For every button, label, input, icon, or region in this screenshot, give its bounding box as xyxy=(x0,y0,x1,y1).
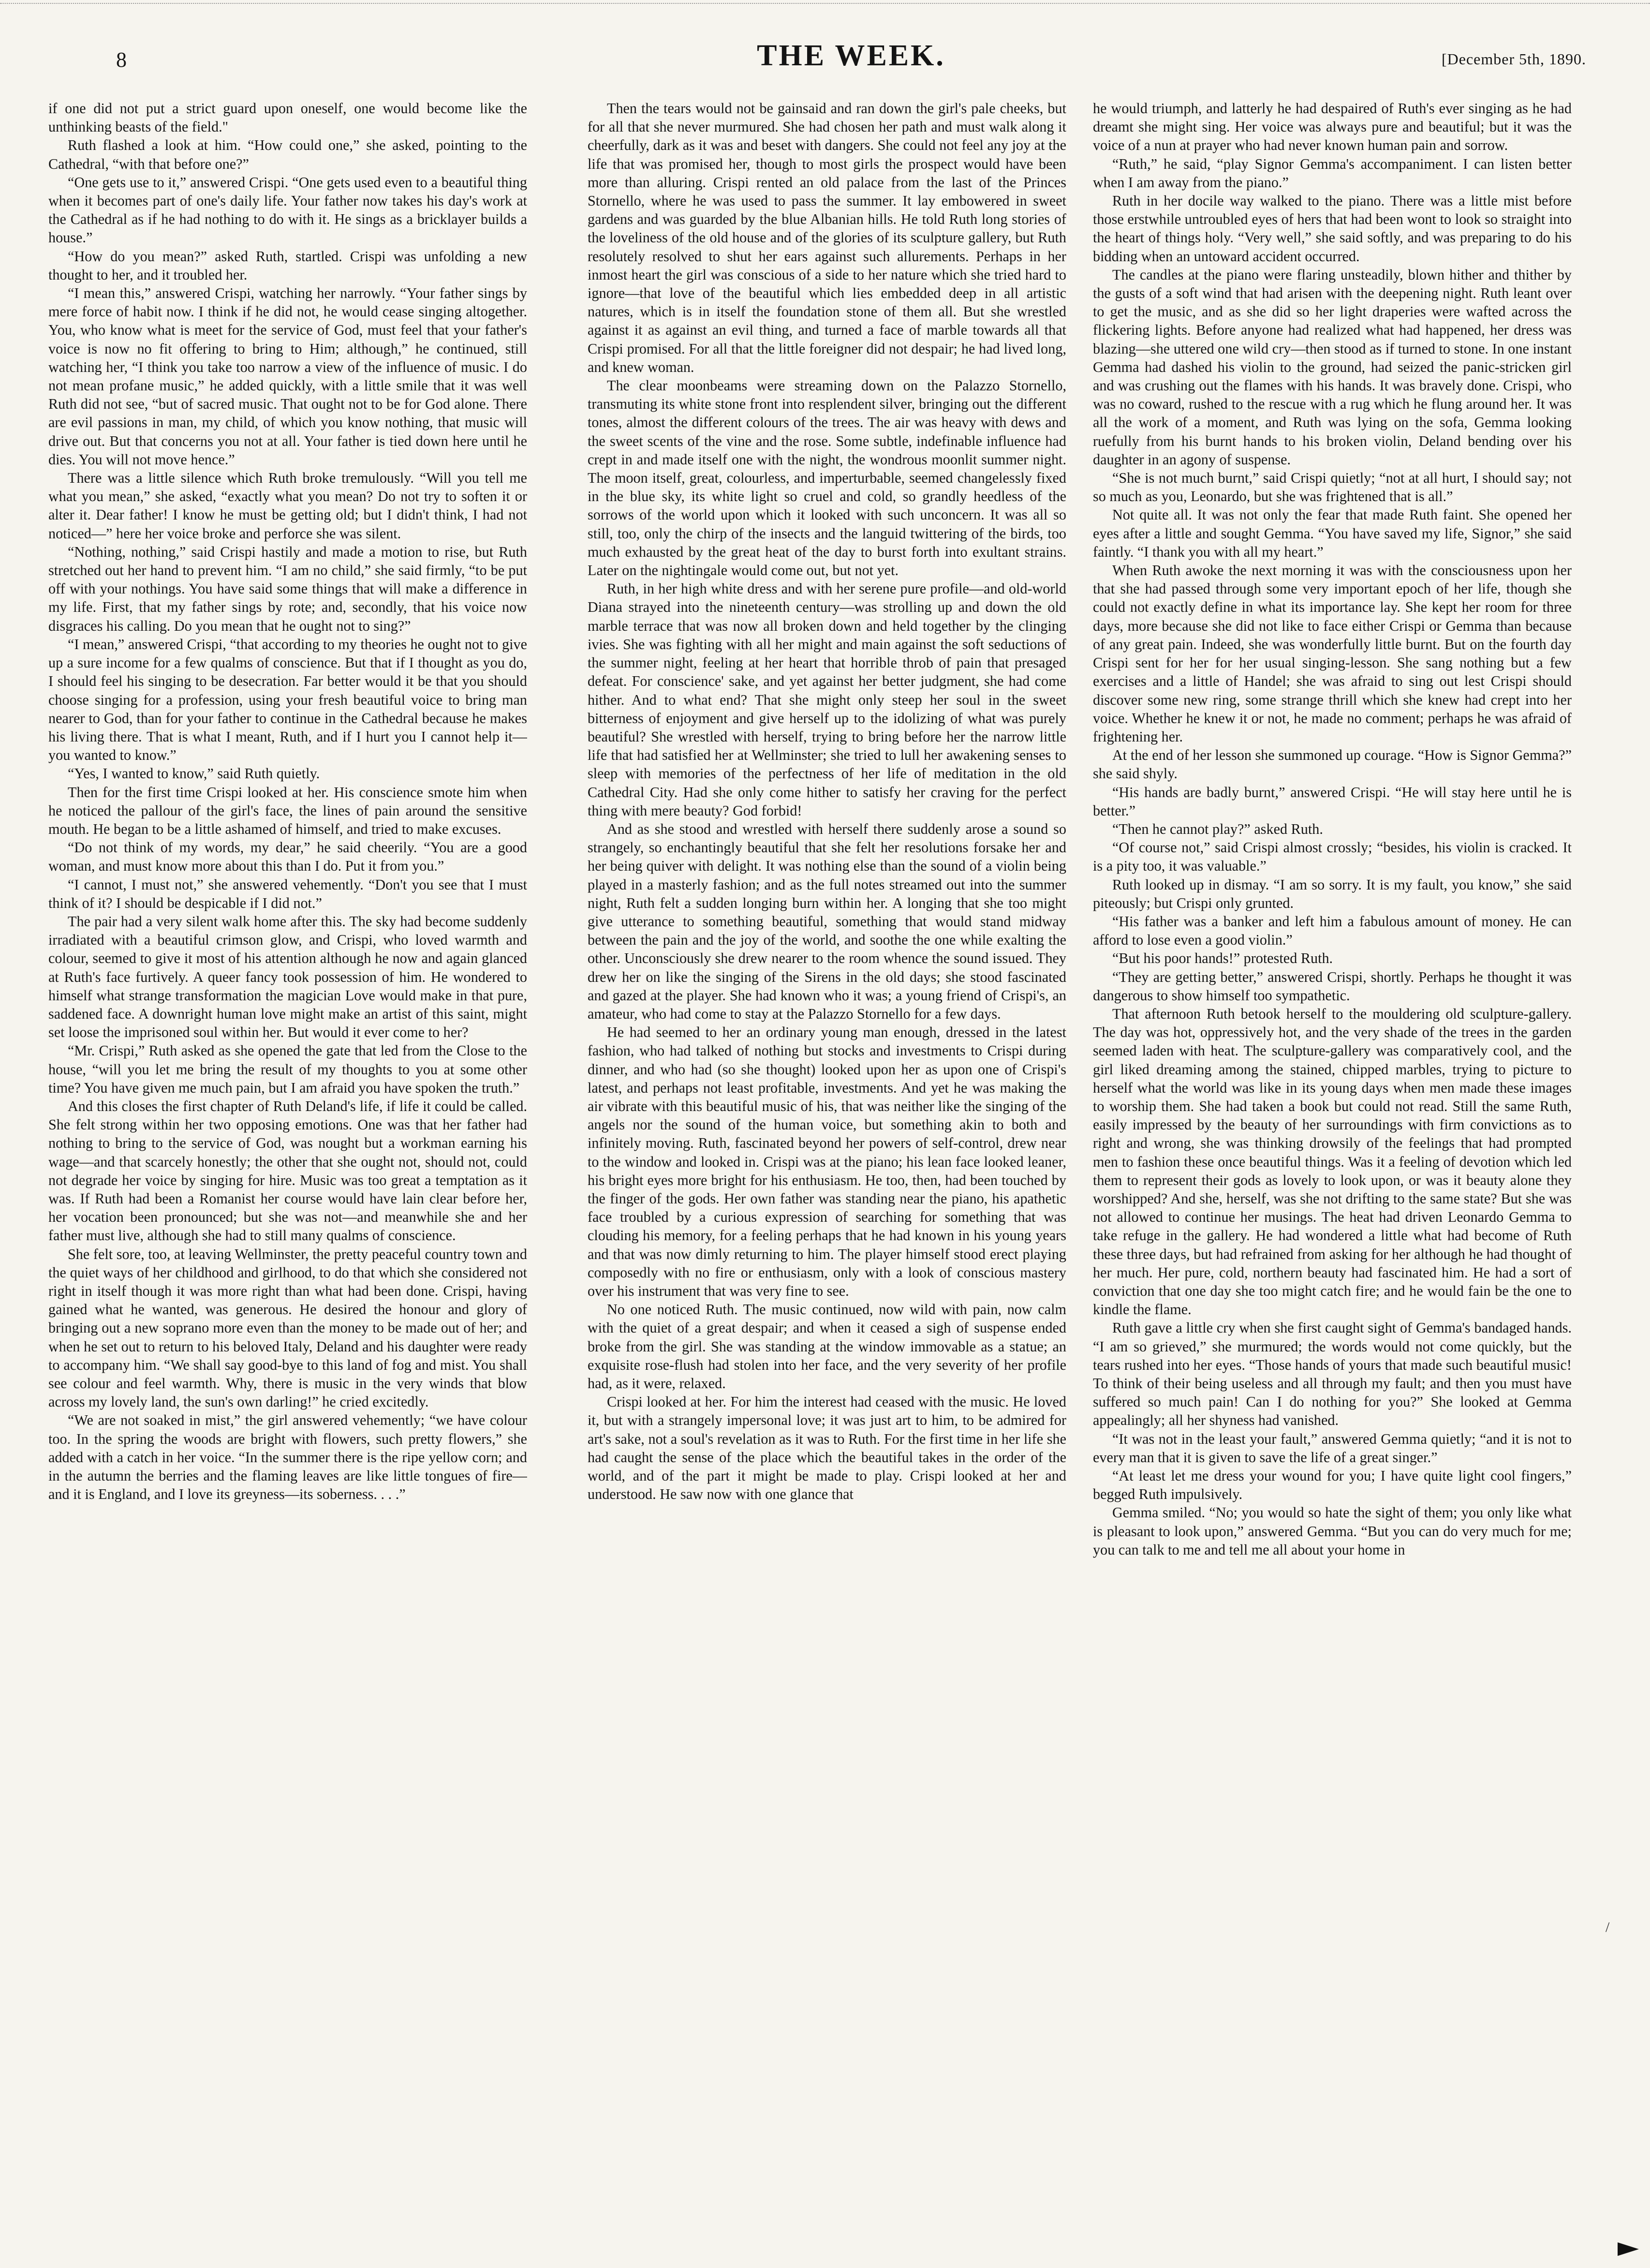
page-header xyxy=(116,29,1586,82)
margin-pencil-mark: / xyxy=(1606,1919,1610,1935)
paragraph: Not quite all. It was not only the fear that made Ruth faint. She opened her eyes after a little and sought Gemma. “You have saved my life, Signor,” she said faintly. “I thank you with all my heart.” xyxy=(1093,506,1572,560)
paragraph: That afternoon Ruth betook herself to the mouldering old sculpture-gallery. The day was hot, oppressively hot, and the very shade of the trees in the garden seemed laden with heat. The sculpture-gallery was comparatively cool, and the girl liked dreaming among the stained, chipped marbles, trying to picture to herself what the world was like in its young days when men made these images to worship them. She had taken a book but could not read. Still the same Ruth, easily impressed by the beauty of her surroundings with firm convictions as to right and wrong, she was thinking drowsily of the feelings that had prompted men to fashion these once beautiful things. Was it a feeling of devotion which led them to represent their gods as lovely to look upon, or was it beauty alone they worshipped? And she, herself, was she not drifting to the same state? But she was not allowed to continue her musings. The heat had driven Leonardo Gemma to take refuge in the gallery. He had wondered a little what had become of Ruth these three days, but had refrained from asking for her although he had thought of her much. Her pure, cold, northern beauty had fascinated him. He had a sort of conviction that one day she too might catch fire; and he would fain be the one to kindle the flame. xyxy=(1093,1005,1572,1318)
top-dotted-rule xyxy=(0,3,1650,4)
paragraph: Ruth looked up in dismay. “I am so sorry. It is my fault, you know,” she said piteously; but Crispi only grunted. xyxy=(1093,876,1572,911)
paragraph: “Then he cannot play?” asked Ruth. xyxy=(1112,820,1323,837)
paragraph: When Ruth awoke the next morning it was with the consciousness upon her that she had passed through some very important epoch of her life, though she could not exactly define in what its importance lay. She kept her room for three days, more because she did not like to face either Crispi or Gemma than because of any great pain. Indeed, she was wonderfully little burnt. But on the fourth day Crispi sent for her for her usual singing-lesson. She sang nothing but a few exercises and a little of Handel; she was afraid to sing out lest Crispi should discover some new ring, some strange thrill which she knew had crept into her voice. Whether he knew it or not, he made no comment; perhaps he was afraid of frightening her. xyxy=(1093,562,1572,745)
paragraph: No one noticed Ruth. The music continued, now wild with pain, now calm with the quiet of a great despair; and when it ceased a sigh of suspense ended broke from the girl. She was standing at the window immovable as a statue; an exquisite rose-flush had stolen into her face, and the very severity of her profile had, as it were, relaxed. xyxy=(588,1301,1066,1392)
paragraph: “I cannot, I must not,” she answered vehemently. “Don't you see that I must think of it? I should be despicable if I did not.” xyxy=(48,876,527,911)
masthead-title: THE WEEK. xyxy=(757,39,945,72)
paragraph: “Do not think of my words, my dear,” he said cheerily. “You are a good woman, and must know more about this than I do. Put it from you.” xyxy=(48,839,527,875)
paragraph: “Of course not,” said Crispi almost crossly; “besides, his violin is cracked. It is a pity too, it was valuable.” xyxy=(1093,839,1572,875)
paragraph: Then for the first time Crispi looked at her. His conscience smote him when he noticed the pallour of the girl's face, the lines of pain around the sensitive mouth. He began to be a little ashamed of himself, and tried to make excuses. xyxy=(48,784,527,837)
paragraph: Then the tears would not be gainsaid and ran down the girl's pale cheeks, but for all that she never murmured. She had chosen her path and must walk along it cheerfully, dark as it was and beset with dangers. She could not feel any joy at the life that was promised her, though to most girls the prospect would have been more than alluring. Crispi rented an old palace from the last of the Princes Stornello, where he was used to pass the summer. It lay embowered in sweet gardens and was guarded by the blue Albanian hills. He told Ruth long stories of the loveliness of the old house and of the glories of its sculpture gallery, but Ruth resolutely resolved to shut her ears against such allurements. Perhaps in her inmost heart the girl was conscious of a side to her nature which she tried hard to ignore—that love of the beautiful which lies embedded deep in all artistic natures, which is in itself the foundation stone of them all. But she wrestled against it as against an evil thing, and turned a face of marble towards all that Crispi promised. For all that the little foreigner did not despair; he had lived long, and knew woman. xyxy=(588,100,1066,375)
paragraph: “One gets use to it,” answered Crispi. “One gets used even to a beautiful thing when it becomes part of one's daily life. Your father now takes his day's work at the Cathedral as if he had nothing to do with it. He sings as a bricklayer builds a house.” xyxy=(48,174,527,246)
paragraph: “How do you mean?” asked Ruth, startled. Crispi was unfolding a new thought to her, and it troubled her. xyxy=(48,248,527,283)
paragraph: “I mean this,” answered Crispi, watching her narrowly. “Your father sings by mere force of habit now. I think if he did not, he would cease singing altogether. You, who know what is meet for the service of God, must feel that your father's voice is now no fit offering to bring to Him; although,” he continued, still watching her, “I think you take too narrow a view of the influence of music. I do not mean profane music,” he added quickly, with a little smile that it was well Ruth did not see, “but of sacred music. That ought not to be for God alone. There are evil passions in man, my child, of which you know nothing, that music will drive out. But that concerns you not at all. Your father is tied down here until he dies. You will not move hence.” xyxy=(48,285,527,468)
paragraph: “His father was a banker and left him a fabulous amount of money. He can afford to lose even a good violin.” xyxy=(1093,913,1572,949)
paragraph: The clear moonbeams were streaming down on the Palazzo Stornello, transmuting its white stone front into resplendent silver, bringing out the different tones, almost the different colours of the trees. The air was heavy with dews and the sweet scents of the vine and the rose. Some subtle, indefinable influence had crept in and made itself one with the night, the wondrous moonlit summer night. The moon itself, great, colourless, and imperturbable, seemed changelessly fixed in the blue sky, its white light so cruel and cold, so grandly heedless of the sorrows of the world upon which it looked with such unconcern. It was all so still, too, only the chirp of the insects and the languid twittering of the birds, too much exhausted by the great heat of the day to burst forth into exultant strains. Later on the nightingale would come out, but not yet. xyxy=(588,377,1066,579)
paragraph: She felt sore, too, at leaving Wellminster, the pretty peaceful country town and the quiet ways of her childhood and girlhood, to do that which she considered not right in itself though it was more right than what had been done. Crispi, having gained what he wanted, was generous. He desired the honour and glory of bringing out a new soprano more even than the money to be made out of her; and when he set out to return to his beloved Italy, Deland and his daughter were ready to accompany him. “We shall say good-bye to this land of fog and mist. You shall see colour and feel warmth. Why, there is music in the very winds that blow across my lovely land, the sun's own darling!” he cried excitedly. xyxy=(48,1245,527,1410)
issue-date: [December 5th, 1890. xyxy=(1441,50,1586,68)
paragraph: “Nothing, nothing,” said Crispi hastily and made a motion to rise, but Ruth stretched out her hand to prevent him. “I am no child,” she said firmly, “to be put off with your nothings. You have said some things that will make a difference in my life. First, that my father sings by rote; and, secondly, that his voice now disgraces his calling. Do you mean that he ought not to sing?” xyxy=(48,543,527,634)
paragraph: There was a little silence which Ruth broke tremulously. “Will you tell me what you mean,” she asked, “exactly what you mean? Do not try to soften it or alter it. Dear father! I know he must be getting old; but I didn't think, I had not noticed—” here her voice broke and perforce she was silent. xyxy=(48,470,527,542)
paragraph: “At least let me dress your wound for you; I have quite light cool fingers,” begged Ruth impulsively. xyxy=(1093,1468,1572,1503)
page-turn-arrow-icon xyxy=(1618,2242,1639,2256)
paragraph: Ruth in her docile way walked to the piano. There was a little mist before those erstwhile untroubled eyes of hers that had been wont to look so straight into the heart of things holy. “Very well,” she said softly, and was preparing to do his bidding when an untoward accident occurred. xyxy=(1093,193,1572,265)
paragraph: “Yes, I wanted to know,” said Ruth quietly. xyxy=(68,765,320,782)
paragraph: “They are getting better,” answered Crispi, shortly. Perhaps he thought it was dangerous to show himself too sympathetic. xyxy=(1093,968,1572,1004)
paragraph: “Mr. Crispi,” Ruth asked as she opened the gate that led from the Close to the house, “will you let me bring the result of my thoughts to you at some other time? You have given me much pain, but I am afraid you have spoken the truth.” xyxy=(48,1042,527,1096)
paragraph: “Ruth,” he said, “play Signor Gemma's accompaniment. I can listen better when I am away from the piano.” xyxy=(1093,155,1572,191)
paragraph: if one did not put a strict guard upon oneself, one would become like the unthinking beasts of the field." xyxy=(48,100,527,135)
paragraph: Ruth, in her high white dress and with her serene pure profile—and old-world Diana strayed into the nineteenth century—was strolling up and down the old marble terrace that was now all broken down and held together by the clinging ivies. She was fighting with all her might and main against the soft seductions of the summer night, feeling at her heart that horrible throb of pain that presaged defeat. For conscience' sake, and yet against her better judgment, she had come hither. And to what end? That she might only steep her soul in the sweet bitterness of enjoyment and give herself up to the idolizing of what was purely beautiful? She wrestled with herself, trying to bring before her the narrow little life that had satisfied her at Wellminster; she tried to lull her awakening senses to sleep with memories of the perfectness of her life of meditation in the old Cathedral City. Had she only come hither to satisfy her craving for the perfect thing with mere beauty? God forbid! xyxy=(588,580,1066,819)
paragraph: “She is not much burnt,” said Crispi quietly; “not at all hurt, I should say; not so much as you, Leonardo, but she was frightened that is all.” xyxy=(1093,470,1572,505)
paragraph: Gemma smiled. “No; you would so hate the sight of them; you only like what is pleasant to look upon,” answered Gemma. “But you can do very much for me; you can talk to me and tell me all about your home in xyxy=(1093,1504,1572,1558)
article-column-2 xyxy=(588,99,1066,2252)
paragraph: And as she stood and wrestled with herself there suddenly arose a sound so strangely, so enchantingly beautiful that she felt her resolutions forsake her and her being quiver with delight. It was nothing else than the sound of a violin being played in a masterly fashion; and as the full notes streamed out into the summer night, Ruth felt a sudden longing burn within her. A longing that she too might give utterance to something beautiful, something that would stand midway between the pain and the joy of the world, and soothe the one while exalting the other. Unconsciously she drew nearer to the room whence the sound issued. They drew her on like the singing of the Sirens in the old days; she stood fascinated and gazed at the player. She had known who it was; a young friend of Crispi's, an amateur, who had come to stay at the Palazzo Stornello for a few days. xyxy=(588,820,1066,1022)
paragraph: “I mean,” answered Crispi, “that according to my theories he ought not to give up a sure income for a few qualms of conscience. But that if I thought as you do, I should feel his singing to be desecration. Far better would it be that you should choose singing for a profession, using your fresh beautiful voice to bring man nearer to God, than for your father to continue in the Cathedral because he makes his living there. That is what I meant, Ruth, and if I hurt you I cannot help it—you wanted to know.” xyxy=(48,636,527,764)
paragraph: He had seemed to her an ordinary young man enough, dressed in the latest fashion, who had talked of nothing but stocks and investments to Crispi during dinner, and who had (so she thought) looked upon her as upon one of Crispi's latest, and perhaps not least profitable, investments. And yet he was making the air vibrate with this beautiful music of his, that was neither like the singing of the angels nor the sound of the human voice, but something akin to both and infinitely moving. Ruth, fascinated beyond her powers of self-control, drew near to the window and looked in. Crispi was at the piano; his lean face looked leaner, his bright eyes more bright for his enthusiasm. He too, then, had been touched by the finger of the gods. Her own father was standing near the piano, his apathetic face troubled by a curious expression of searching for something that was clouding his memory, for a feeling perhaps that he had known in his young years and that was now dimly returning to him. The player himself stood erect playing composedly with no fire or enthusiasm, only with a look of conscious mastery over his instrument that was very fine to see. xyxy=(588,1024,1066,1299)
article-column-3 xyxy=(1093,99,1572,2252)
paragraph: And this closes the first chapter of Ruth Deland's life, if life it could be called. She felt strong within her two opposing emotions. One was that her father had nothing to bring to the service of God, was nought but a workman earning his wage—and that scarcely honestly; the other that she ought not, should not, could not degrade her voice by singing for hire. Music was too great a temptation as it was. If Ruth had been a Romanist her course would have lain clear before her, her vocation been pronounced; but she was not—and meanwhile she and her father must live, although she had to still many qualms of conscience. xyxy=(48,1097,527,1244)
paragraph: “His hands are badly burnt,” answered Crispi. “He will stay here until he is better.” xyxy=(1093,784,1572,819)
article-column-1 xyxy=(48,99,527,2252)
paragraph: Ruth flashed a look at him. “How could one,” she asked, pointing to the Cathedral, “with that before one?” xyxy=(48,137,527,172)
paragraph: he would triumph, and latterly he had despaired of Ruth's ever singing as he had dreamt she might sing. Her voice was always pure and beautiful; but it was the voice of a nun at prayer who had never known human pain and sorrow. xyxy=(1093,100,1572,154)
paragraph: The pair had a very silent walk home after this. The sky had become suddenly irradiated with a beautiful crimson glow, and Crispi, who loved warmth and colour, seemed to give it most of his attention although he now and again glanced at Ruth's face furtively. A queer fancy took possession of him. He wondered to himself what strange transformation the magician Love would make in that pure, saddened face. A downright human love might make an artist of this saint, might set loose the imprisoned soul within her. But would it ever come to her? xyxy=(48,913,527,1041)
paragraph: At the end of her lesson she summoned up courage. “How is Signor Gemma?” she said shyly. xyxy=(1093,747,1572,782)
paragraph: “But his poor hands!” protested Ruth. xyxy=(1112,950,1333,967)
paragraph: Crispi looked at her. For him the interest had ceased with the music. He loved it, but with a strangely impersonal love; it was just art to him, to be admired for art's sake, not a soul's revelation as it was to Ruth. For the first time in her life she had caught the sense of the place which the beautiful takes in the order of the world, and of the part it might be made to play. Crispi looked at her and understood. He saw now with one glance that xyxy=(588,1393,1066,1503)
paragraph: “It was not in the least your fault,” answered Gemma quietly; “and it is not to every man that it is given to save the life of a great singer.” xyxy=(1093,1430,1572,1466)
paragraph: “We are not soaked in mist,” the girl answered vehemently; “we have colour too. In the spring the woods are bright with flowers, such pretty flowers,” she added with a catch in her voice. “In the summer there is the ripe yellow corn; and in the autumn the berries and the flaming leaves are like little tongues of fire—and it is England, and I love its greyness—its soberness. . . .” xyxy=(48,1412,527,1503)
paragraph: Ruth gave a little cry when she first caught sight of Gemma's bandaged hands. “I am so grieved,” she murmured; the words would not come quickly, but the tears rushed into her eyes. “Those hands of yours that made such beautiful music! To think of their being useless and all through my fault; and then you must have suffered so much pain! Can I do nothing for you?” She looked at Gemma appealingly; all her shyness had vanished. xyxy=(1093,1319,1572,1429)
page-number: 8 xyxy=(116,48,127,72)
paragraph: The candles at the piano were flaring unsteadily, blown hither and thither by the gusts of a soft wind that had arisen with the deepening night. Ruth leant over to get the music, and as she did so her light draperies were wafted across the flickering lights. Before anyone had realized what had happened, her dress was blazing—she uttered one wild cry—then stood as if turned to stone. In one instant Gemma had dashed his violin to the ground, had seized the panic-stricken girl and was crushing out the flames with his hands. It was bravely done. Crispi, who was no coward, rushed to the rescue with a rug which he flung around her. It was all the work of a moment, and Ruth was lying on the sofa, Gemma looking ruefully from his burnt hands to his broken violin, Deland bending over his daughter in an agony of suspense. xyxy=(1093,266,1572,468)
